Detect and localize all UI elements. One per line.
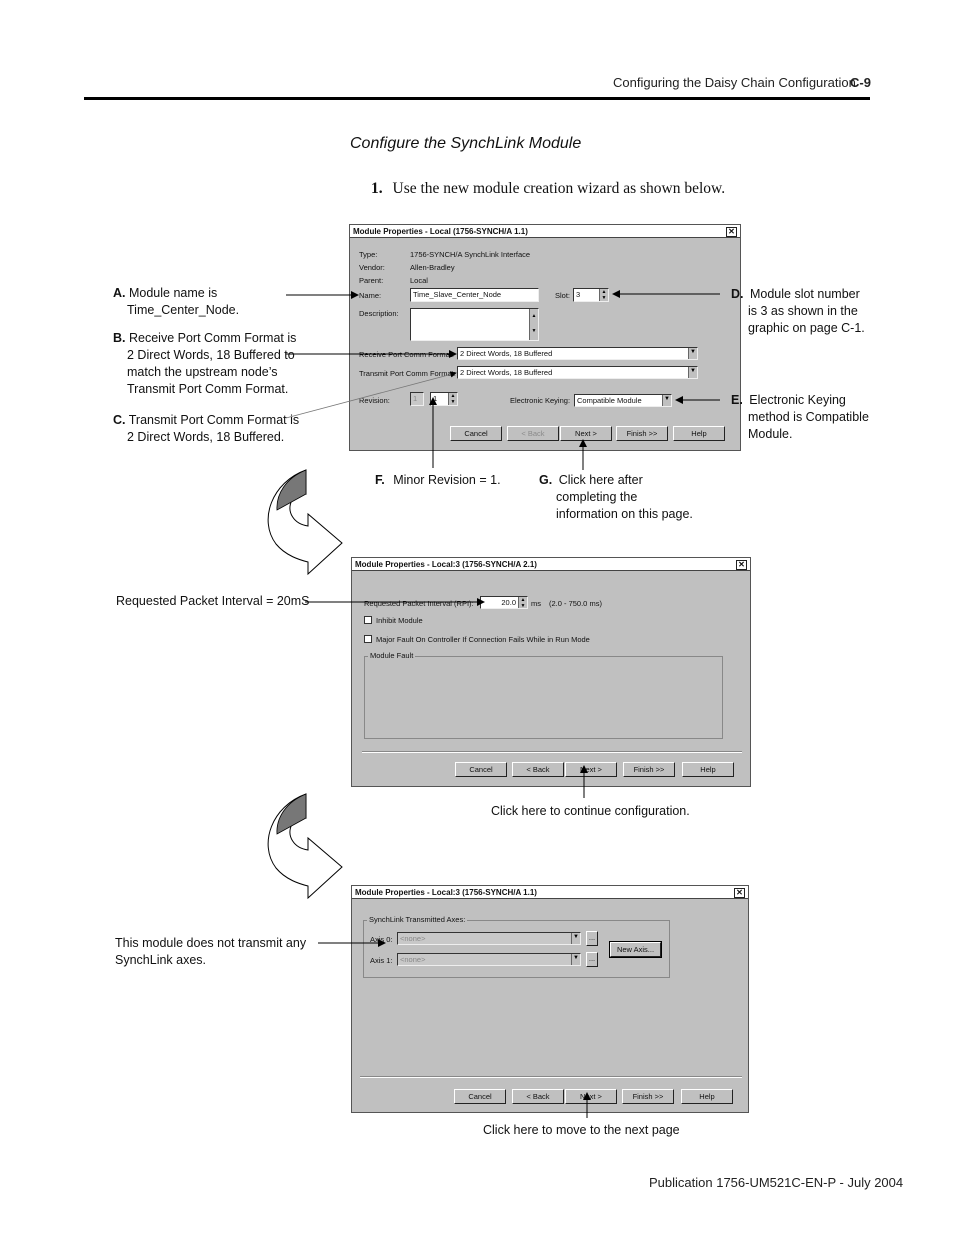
page-number: C-9 [850, 75, 871, 90]
revision-major-input[interactable]: 1 [410, 392, 424, 406]
slot-spinner-icon[interactable]: ▲ ▼ [599, 289, 608, 301]
finish-button[interactable]: Finish >> [616, 426, 668, 441]
chevron-down-icon[interactable]: ▼ [571, 954, 580, 965]
axis0-ellipsis-button[interactable]: ... [586, 931, 598, 946]
receive-format-value: 2 Direct Words, 18 Buffered [460, 349, 553, 358]
chevron-down-icon[interactable]: ▼ [688, 367, 697, 378]
axis1-ellipsis-button[interactable]: ... [586, 952, 598, 967]
callout-b-letter: B. [113, 331, 126, 345]
axis1-label: Axis 1: [370, 956, 393, 965]
description-label: Description: [359, 309, 399, 318]
callout-f [375, 472, 501, 489]
section-title: Configure the SynchLink Module [350, 135, 582, 152]
parent-label: Parent: [359, 276, 384, 285]
cancel-button[interactable]: Cancel [454, 1089, 506, 1104]
axes-note-line2: SynchLink axes. [115, 953, 207, 967]
finish-button[interactable]: Finish >> [623, 762, 675, 777]
callout-b-line2: 2 Direct Words, 18 Buffered to [127, 348, 295, 362]
next-page-note: Click here to move to the next page [483, 1123, 680, 1137]
dialog-1-title: Module Properties - Local (1756-SYNCH/A 1.1) [350, 225, 740, 238]
help-button[interactable]: Help [681, 1089, 733, 1104]
transmit-format-value: 2 Direct Words, 18 Buffered [460, 368, 553, 377]
continue-note: Click here to continue configuration. [491, 804, 690, 818]
arrow-c [286, 373, 456, 418]
type-label: Type: [359, 250, 378, 259]
slot-value: 3 [576, 290, 581, 299]
name-label: Name: [359, 291, 382, 300]
new-axis-button[interactable]: New Axis... [610, 942, 661, 957]
dialog-2-title: Module Properties - Local:3 (1756-SYNCH/A 2.1) [352, 558, 750, 571]
callout-d-line3: graphic on page C-1. [748, 321, 865, 335]
callout-g-line1: Click here after [558, 473, 643, 487]
back-button[interactable]: < Back [512, 1089, 564, 1104]
callout-c-letter: C. [113, 413, 126, 427]
revision-label: Revision: [359, 396, 390, 405]
inhibit-module-label: Inhibit Module [376, 616, 423, 625]
callout-b [113, 330, 296, 398]
callout-c-line1: Transmit Port Comm Format is [128, 413, 300, 427]
chapter-title: Configuring the Daisy Chain Configuration [613, 75, 856, 90]
callout-b-line4: Transmit Port Comm Format. [127, 382, 289, 396]
rpi-unit: ms [531, 599, 541, 608]
callout-d-line1: Module slot number [749, 287, 860, 301]
receive-format-label: Receive Port Comm Format: [359, 350, 455, 359]
callout-g-line2: completing the [556, 490, 638, 504]
callout-g [539, 472, 693, 523]
cancel-button[interactable]: Cancel [450, 426, 502, 441]
curved-flow-arrow-1 [268, 470, 342, 574]
callout-b-line1: Receive Port Comm Format is [128, 331, 297, 345]
axis0-value: <none> [400, 934, 426, 943]
back-button[interactable]: < Back [512, 762, 564, 777]
revision-minor-value: 1 [433, 394, 438, 403]
callout-g-line3: information on this page. [556, 507, 693, 521]
keying-label: Electronic Keying: [510, 396, 571, 405]
next-button[interactable]: Next > [565, 762, 617, 777]
callout-a-letter: A. [113, 286, 126, 300]
finish-button[interactable]: Finish >> [622, 1089, 674, 1104]
callout-b-line3: match the upstream node’s [127, 365, 278, 379]
callout-f-letter: F. [375, 473, 385, 487]
chevron-down-icon[interactable]: ▼ [662, 395, 671, 406]
callout-d-line2: is 3 as shown in the [748, 304, 858, 318]
help-button[interactable]: Help [682, 762, 734, 777]
callout-c [113, 412, 299, 446]
vendor-value: Allen-Bradley [410, 263, 455, 272]
close-icon[interactable]: ✕ [726, 227, 737, 237]
callout-e-line3: Module. [748, 427, 793, 441]
rpi-value: 20.0 [501, 598, 516, 607]
callout-d [731, 286, 865, 337]
close-icon[interactable]: ✕ [734, 888, 745, 898]
axes-note [115, 935, 306, 969]
rpi-range: (2.0 - 750.0 ms) [549, 599, 602, 608]
chevron-down-icon[interactable]: ▼ [571, 933, 580, 944]
parent-value: Local [410, 276, 428, 285]
callout-e-letter: E. [731, 393, 743, 407]
axis1-value: <none> [400, 955, 426, 964]
back-button[interactable]: < Back [507, 426, 559, 441]
callout-g-letter: G. [539, 473, 553, 487]
next-button[interactable]: Next > [560, 426, 612, 441]
description-scroll-icon[interactable]: ▲ ▼ [529, 309, 538, 340]
next-button[interactable]: Next > [565, 1089, 617, 1104]
step-text: Use the new module creation wizard as shown below. [392, 180, 726, 197]
axes-note-line1: This module does not transmit any [115, 936, 307, 950]
type-value: 1756-SYNCH/A SynchLink Interface [410, 250, 531, 259]
rpi-spinner-icon[interactable]: ▲ ▼ [518, 597, 527, 608]
callout-e [731, 392, 869, 443]
rpi-note: Requested Packet Interval = 20mS [116, 594, 310, 608]
revision-spinner-icon[interactable]: ▲ ▼ [448, 393, 457, 405]
major-fault-label: Major Fault On Controller If Connection Fails While in Run Mode [376, 635, 590, 644]
callout-a-line2: Time_Center_Node. [127, 303, 240, 317]
transmitted-axes-label: SynchLink Transmitted Axes: [369, 915, 466, 924]
publication-footer: Publication 1756-UM521C-EN-P - July 2004 [649, 1175, 904, 1190]
callout-a-line1: Module name is [128, 286, 218, 300]
dialog-3-title: Module Properties - Local:3 (1756-SYNCH/A 1.1) [352, 886, 748, 899]
help-button[interactable]: Help [673, 426, 725, 441]
callout-d-letter: D. [731, 287, 744, 301]
keying-value: Compatible Module [577, 396, 642, 405]
transmit-format-label: Transmit Port Comm Format: [359, 369, 456, 378]
name-input[interactable]: Time_Slave_Center_Node [410, 288, 539, 302]
rpi-label: Requested Packet Interval (RPI): [364, 599, 474, 608]
curved-flow-arrow-2 [268, 794, 342, 898]
axis0-label: Axis 0: [370, 935, 393, 944]
chevron-down-icon[interactable]: ▼ [688, 348, 697, 359]
step-number: 1. [371, 180, 383, 197]
close-icon[interactable]: ✕ [736, 560, 747, 570]
callout-a [113, 285, 239, 319]
callout-f-text: Minor Revision = 1. [393, 473, 501, 487]
callout-e-line1: Electronic Keying [749, 393, 846, 407]
callout-e-line2: method is Compatible [748, 410, 869, 424]
module-fault-label: Module Fault [370, 651, 414, 660]
cancel-button[interactable]: Cancel [455, 762, 507, 777]
callout-c-line2: 2 Direct Words, 18 Buffered. [127, 430, 285, 444]
vendor-label: Vendor: [359, 263, 385, 272]
slot-label: Slot: [555, 291, 571, 300]
